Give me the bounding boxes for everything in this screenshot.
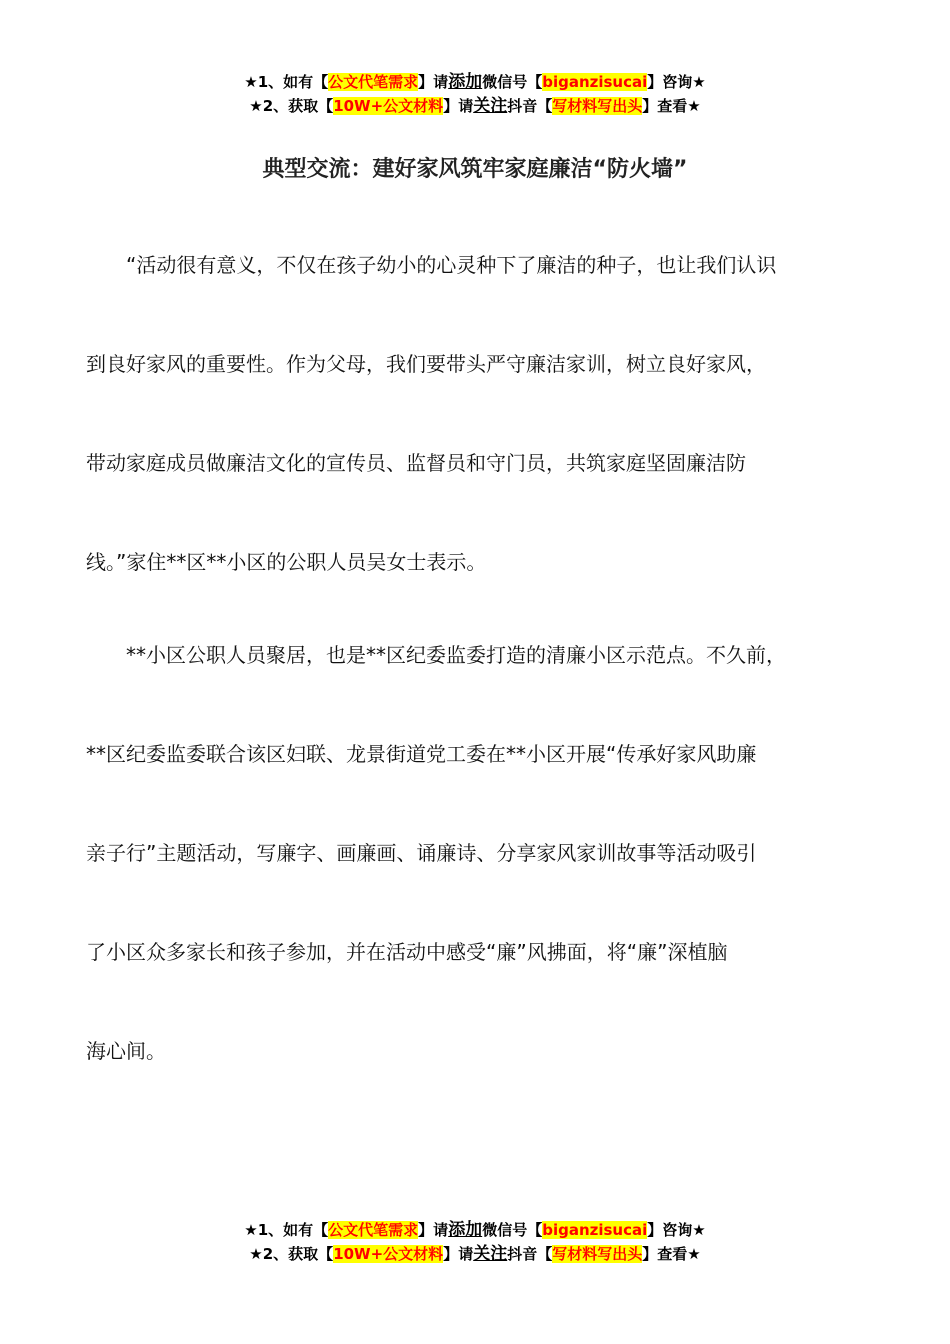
notice-text: 】请 [418,1221,449,1239]
notice-line-1 [0,1218,950,1242]
notice-text: 微信号【 [482,73,543,91]
footer-notice [0,1218,950,1266]
notice-underlined-text: 关注 [473,1244,508,1264]
notice-text: 】查看★ [642,97,701,115]
paragraph-line: “活动很有意义，不仅在孩子幼小的心灵种下了廉洁的种子，也让我们认识 [86,253,777,277]
notice-text: 抖音【 [507,1245,553,1263]
notice-underlined-text: 添加 [448,72,483,92]
notice-highlight-service: 公文代笔需求 [328,73,419,91]
paragraph-line: 亲子行”主题活动，写廉字、画廉画、诵廉诗、分享家风家训故事等活动吸引 [86,841,757,865]
notice-text: 】查看★ [642,1245,701,1263]
notice-text: 微信号【 [482,1221,543,1239]
notice-line-2 [0,94,950,118]
header-notice [0,70,950,118]
notice-text: ★2、获取【 [249,1245,334,1263]
paragraph-line: 海心间。 [86,1039,166,1063]
paragraph-line: 到良好家风的重要性。作为父母，我们要带头严守廉洁家训，树立良好家风， [86,352,766,376]
paragraph-1 [86,250,876,646]
notice-text: ★2、获取【 [249,97,334,115]
paragraph-line: **区纪委监委联合该区妇联、龙景街道党工委在**小区开展“传承好家风助廉 [86,742,757,766]
document-title: 典型交流：建好家风筑牢家庭廉洁“防火墙” [262,157,688,182]
notice-line-1 [0,70,950,94]
notice-underlined-text: 关注 [473,96,508,116]
notice-highlight-wechat-id: biganzisucai [542,1221,648,1239]
notice-text: 】咨询★ [647,73,706,91]
notice-highlight-douyin-account: 写材料写出头 [552,97,643,115]
notice-highlight-douyin-account: 写材料写出头 [552,1245,643,1263]
notice-text: ★1、如有【 [244,1221,329,1239]
notice-highlight-wechat-id: biganzisucai [542,73,648,91]
notice-text: 】请 [443,97,474,115]
notice-highlight-materials: 10W+公文材料 [333,97,444,115]
notice-text: 抖音【 [507,97,553,115]
notice-text: 】请 [443,1245,474,1263]
notice-text: 】咨询★ [647,1221,706,1239]
notice-text: 】请 [418,73,449,91]
notice-text: ★1、如有【 [244,73,329,91]
paragraph-2 [86,640,876,1135]
notice-highlight-materials: 10W+公文材料 [333,1245,444,1263]
paragraph-line: 了小区众多家长和孩子参加，并在活动中感受“廉”风拂面，将“廉”深植脑 [86,940,728,964]
paragraph-line: 带动家庭成员做廉洁文化的宣传员、监督员和守门员，共筑家庭坚固廉洁防 [86,451,746,475]
paragraph-line: **小区公职人员聚居，也是**区纪委监委打造的清廉小区示范点。不久前， [86,643,786,667]
notice-highlight-service: 公文代笔需求 [328,1221,419,1239]
notice-underlined-text: 添加 [448,1220,483,1240]
paragraph-line: 线。”家住**区**小区的公职人员吴女士表示。 [86,550,487,574]
notice-line-2 [0,1242,950,1266]
